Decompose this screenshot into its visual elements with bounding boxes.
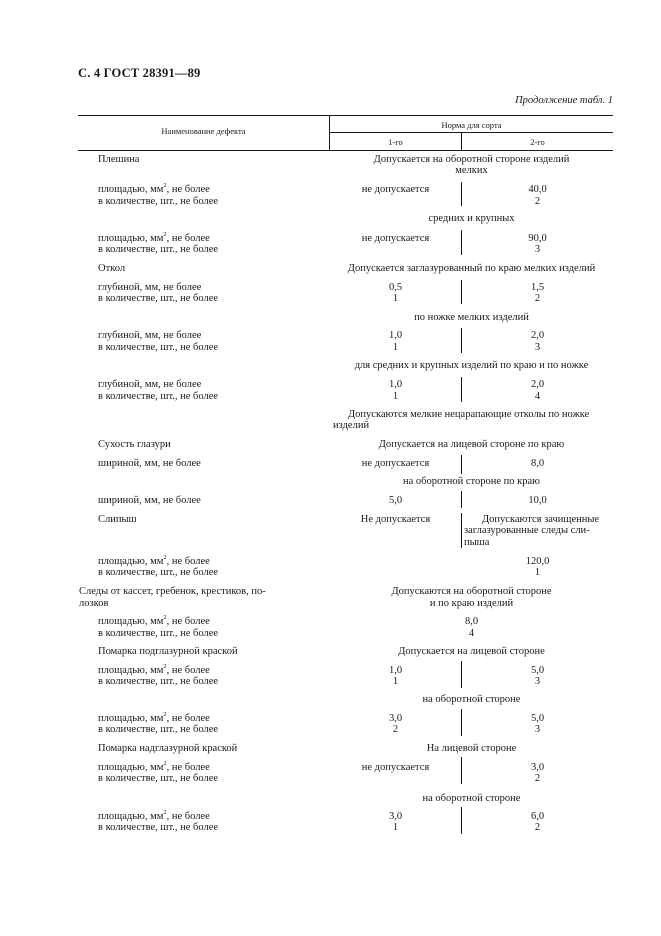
parameter-label: площадью, $мм^2$, не более xyxy=(98,181,210,195)
parameter-label: глубиной, мм, не более xyxy=(98,379,202,390)
parameter-label: площадью, $мм^2$, не более xyxy=(98,553,210,567)
grade-2-value: 3 xyxy=(534,342,541,353)
norm-text: средних и крупных xyxy=(428,213,515,224)
combined-value: 8,0 xyxy=(464,616,479,627)
defect-name: Сухость глазури xyxy=(98,439,171,450)
grade-2-value: 3,0 xyxy=(530,762,545,773)
parameter-label: шириной, мм, не более xyxy=(98,495,201,506)
grade-2-value: 5,0 xyxy=(530,713,545,724)
grade-1-value: 1 xyxy=(392,822,399,833)
grade-2-value: 6,0 xyxy=(530,811,545,822)
grade-1-value: не допускается xyxy=(361,762,430,773)
parameter-label: в количестве, шт., не более xyxy=(98,342,219,353)
norm-text: для средних и крупных изделий по краю и по ножке xyxy=(354,360,589,371)
parameter-label: площадью, $мм^2$, не более xyxy=(98,808,210,822)
grade-1-value: не допускается xyxy=(361,458,430,469)
grade-2-value: 4 xyxy=(534,391,541,402)
parameter-label: в количестве, шт., не более xyxy=(98,244,219,255)
defect-name: Помарка надглазурной краской xyxy=(98,743,238,754)
norm-text: и по краю изделий xyxy=(429,598,514,609)
defect-name: Следы от кассет, гребенок, крестиков, по- xyxy=(79,586,266,597)
norm-text: Допускаются на оборотной стороне xyxy=(391,586,552,597)
parameter-label: площадью, $мм^2$, не более xyxy=(98,613,210,627)
grade-2-value: 90,0 xyxy=(528,233,547,244)
grade-1-value: 1 xyxy=(392,676,399,687)
norm-text: на оборотной стороне xyxy=(422,694,521,705)
grade-2-value: 2 xyxy=(534,822,541,833)
grade-1-value: 1 xyxy=(392,293,399,304)
combined-value: 4 xyxy=(468,628,475,639)
defect-name: Плешина xyxy=(98,154,140,165)
grade-1-value: не допускается xyxy=(361,184,430,195)
grade-2-value: 2 xyxy=(534,293,541,304)
grade-2-value: 2 xyxy=(534,196,541,207)
norm-text: Допускаются мелкие нецарапающие отколы по ножке xyxy=(348,409,590,420)
parameter-label: в количестве, шт., не более xyxy=(98,567,219,578)
parameter-label: в количестве, шт., не более xyxy=(98,822,219,833)
grade-1-value: не допускается xyxy=(361,233,430,244)
norm-subheader-rule xyxy=(329,132,613,133)
parameter-label: в количестве, шт., не более xyxy=(98,676,219,687)
grade-1-value: 5,0 xyxy=(388,495,403,506)
parameter-label: шириной, мм, не более xyxy=(98,458,201,469)
norm-text: Допускается на оборотной стороне изделий xyxy=(373,154,570,165)
grade-2-text: заглазурованные следы сли- xyxy=(464,525,590,536)
parameter-label: в количестве, шт., не более xyxy=(98,724,219,735)
norm-text: по ножке мелких изделий xyxy=(414,312,529,323)
defect-name: Откол xyxy=(98,263,126,274)
grade-1-value: 1,0 xyxy=(388,330,403,341)
grade-2-value: 2 xyxy=(534,773,541,784)
norm-text: Допускается на лицевой стороне xyxy=(398,646,545,657)
parameter-label: в количестве, шт., не более xyxy=(98,391,219,402)
grade-2-text: пыша xyxy=(464,537,490,548)
parameter-label: в количестве, шт., не более xyxy=(98,293,219,304)
grade-1-value: 3,0 xyxy=(388,713,403,724)
norm-text: Допускается заглазурованный по краю мелких изделий xyxy=(347,263,596,274)
parameter-label: в количестве, шт., не более xyxy=(98,628,219,639)
grade-2-value: 2,0 xyxy=(530,330,545,341)
grade-2-value: 10,0 xyxy=(528,495,547,506)
column-header-defect-name: Наименование дефекта xyxy=(161,126,246,136)
grade-divider xyxy=(461,513,462,548)
parameter-label: площадью, $мм^2$, не более xyxy=(98,662,210,676)
norm-text: изделий xyxy=(333,420,370,431)
grade-2-text: Допускаются зачищенные xyxy=(482,514,600,525)
table-continuation-label: Продолжение табл. 1 xyxy=(515,95,613,106)
grade-1-value: 3,0 xyxy=(388,811,403,822)
parameter-label: в количестве, шт., не более xyxy=(98,773,219,784)
grade-2-value: 3 xyxy=(534,244,541,255)
parameter-label: площадью, $мм^2$, не более xyxy=(98,230,210,244)
parameter-label: глубиной, мм, не более xyxy=(98,330,202,341)
grade-2-value: 8,0 xyxy=(530,458,545,469)
grade-2-value: 3 xyxy=(534,724,541,735)
grade-1-value: 1 xyxy=(392,391,399,402)
grade-2-value: 120,0 xyxy=(525,556,550,567)
grade-2-value: 1 xyxy=(534,567,541,578)
norm-text: на оборотной стороне xyxy=(422,793,521,804)
grade-1-value: 1 xyxy=(392,342,399,353)
grade-1-value: 2 xyxy=(392,724,399,735)
grade-1-value: 0,5 xyxy=(388,282,403,293)
norm-text: Допускается на лицевой стороне по краю xyxy=(378,439,565,450)
norm-text: мелких xyxy=(455,165,488,176)
norm-text: На лицевой стороне xyxy=(426,743,517,754)
defect-name: Слипыш xyxy=(98,514,137,525)
defect-name: Помарка подглазурной краской xyxy=(98,646,238,657)
grade-2-value: 40,0 xyxy=(528,184,547,195)
column-header-grade-1: 1-го xyxy=(388,137,403,147)
defect-name: лозков xyxy=(79,598,109,609)
parameter-label: в количестве, шт., не более xyxy=(98,196,219,207)
grade-2-value: 1,5 xyxy=(530,282,545,293)
table-top-rule xyxy=(78,115,613,116)
page-header: С. 4 ГОСТ 28391—89 xyxy=(78,66,201,80)
header-bottom-rule xyxy=(78,150,613,151)
column-header-grade-norm: Норма для сорта xyxy=(441,120,502,130)
parameter-label: глубиной, мм, не более xyxy=(98,282,202,293)
parameter-label: площадью, $мм^2$, не более xyxy=(98,710,210,724)
grade-1-value: Не допускается xyxy=(360,514,431,525)
norm-text: на оборотной стороне по краю xyxy=(403,476,540,487)
grade-2-value: 3 xyxy=(534,676,541,687)
parameter-label: площадью, $мм^2$, не более xyxy=(98,759,210,773)
grade-1-value: 1,0 xyxy=(388,665,403,676)
grade-2-value: 5,0 xyxy=(530,665,545,676)
grade-2-value: 2,0 xyxy=(530,379,545,390)
column-header-grade-2: 2-го xyxy=(530,137,545,147)
grade-1-value: 1,0 xyxy=(388,379,403,390)
